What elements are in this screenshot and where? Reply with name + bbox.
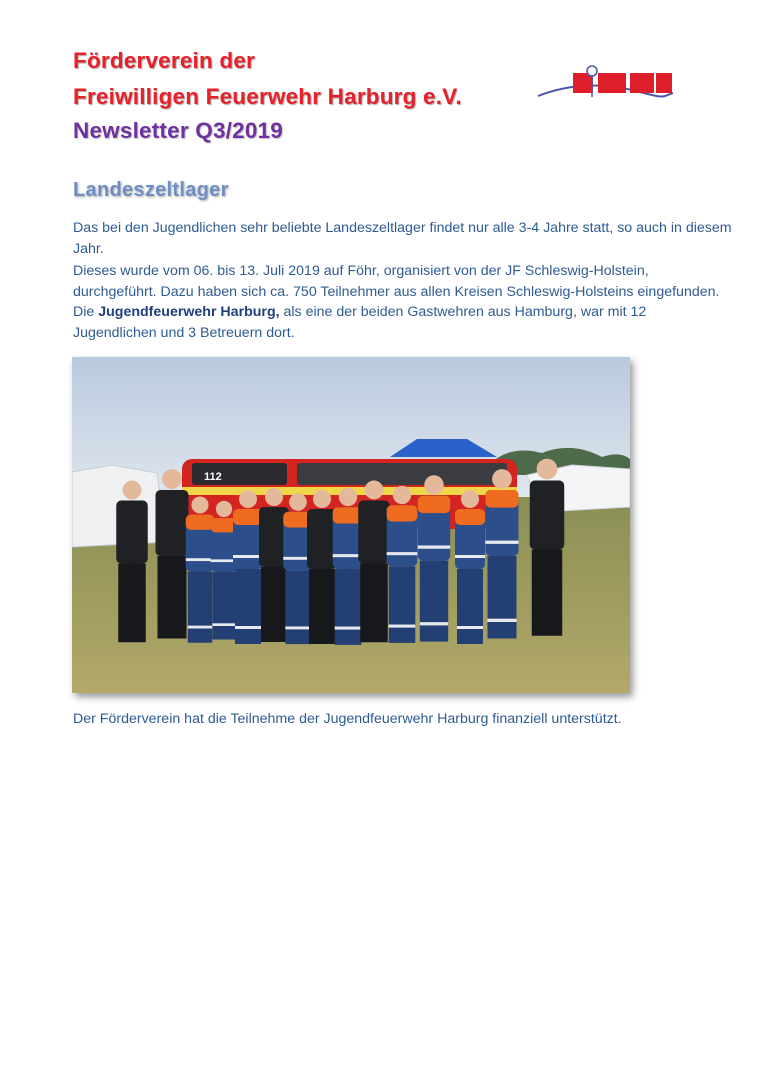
support-note: Der Förderverein hat die Teilnehme der Jugendfeuerwehr Harburg finanziell unterstützt. — [73, 711, 622, 727]
intro-paragraph: Das bei den Jugendlichen sehr beliebte Landeszeltlager findet nur alle 3-4 Jahre statt, so auch in diesem Jahr. — [73, 220, 732, 257]
person-figure — [307, 490, 337, 644]
jugendfeuerwehr-name: Jugendfeuerwehr Harburg, — [98, 304, 280, 320]
person-figure — [486, 469, 519, 638]
section-heading: Landeszeltlager — [73, 179, 229, 201]
group-photo — [72, 357, 630, 693]
person-figure — [530, 459, 565, 636]
org-title-line1: Förderverein der — [73, 48, 256, 73]
person-figure — [156, 469, 189, 638]
vehicle-number: 112 — [204, 471, 222, 483]
newsletter-title: Newsletter Q3/2019 — [73, 118, 283, 143]
details-text-start: Dieses wurde vom 06. bis 13. Juli 2019 auf Föhr, organisiert von der JF Schleswig-Holstein, durchgeführt. Dazu haben sich ca. 750 Teilnehmer aus allen Kreisen Schleswig-Holsteins eingefunden. Die — [73, 263, 720, 320]
person-figure — [455, 490, 485, 644]
details-paragraph — [73, 261, 733, 343]
person-figure — [116, 481, 148, 643]
person-figure — [358, 481, 390, 643]
organization-logo — [536, 63, 676, 103]
details-text-end: als eine der beiden Gastwehren aus Hamburg, war mit 12 Jugendlichen und 3 Betreuern dort. — [73, 304, 647, 341]
person-figure — [186, 496, 215, 642]
person-figure — [418, 475, 450, 641]
person-figure — [387, 486, 418, 643]
person-figure — [233, 490, 263, 644]
org-title-line2: Freiwilligen Feuerwehr Harburg e.V. — [73, 84, 462, 109]
